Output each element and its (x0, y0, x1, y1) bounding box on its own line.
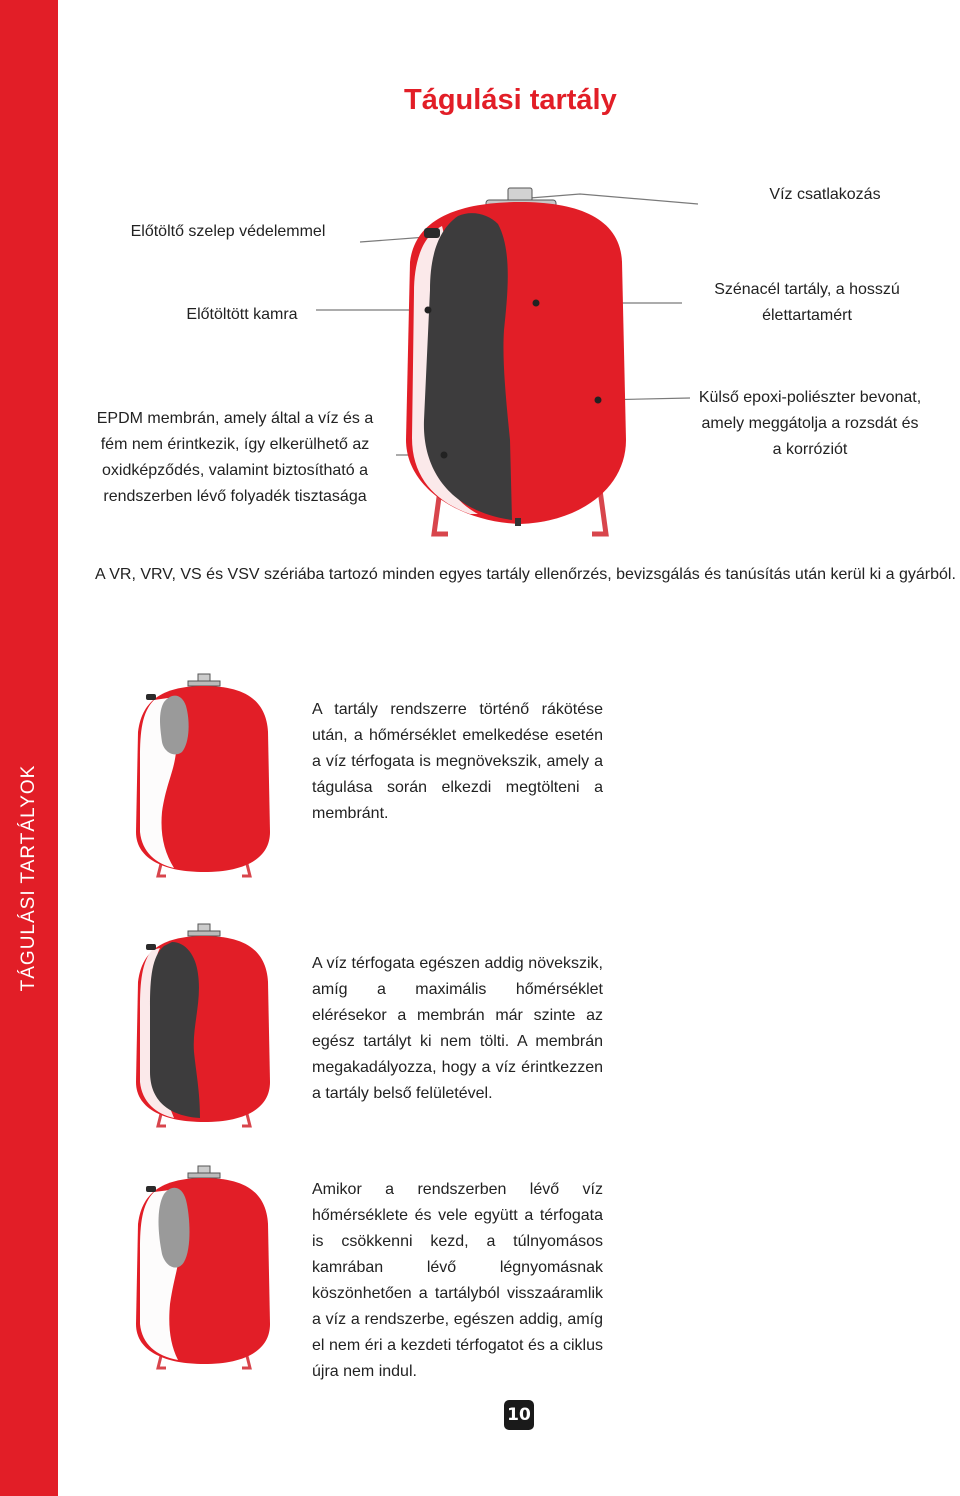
tank-stage-1 (130, 672, 280, 882)
side-label: TÁGULÁSI TARTÁLYOK (18, 764, 39, 992)
page-title: Tágulási tartály (404, 84, 617, 116)
paragraph-expansion: A tartály rendszerre történő rákötése után, a hőmérséklet emelkedése esetén a víz térfogata is megnövekszik, amely a tágulása során elkezdi megtölteni a membránt. (312, 701, 603, 822)
label-precharge-valve: Előtöltő szelep védelemmel (130, 223, 326, 240)
label-precharged-chamber: Előtöltött kamra (186, 306, 298, 323)
page-number: 10 (504, 1400, 534, 1430)
paragraph-return: Amikor a rendszerben lévő víz hőmérséklete és vele együtt a térfogata is csökkenni kezd, a túlnyomásos kamrában lévő légnyomásnak köszönhetően a tartályból visszaáramlik a víz a rendszerbe, egészen addig, amíg el nem éri a kezdeti térfogatot és a ciklus újra nem indul. (312, 1181, 603, 1380)
label-water-connection: Víz csatlakozás (769, 186, 881, 203)
label-epoxy-coating: Külső epoxi-poliészter bevonat, amely meggátolja a rozsdát és a korróziót (698, 389, 922, 458)
tank-stage-3 (130, 1164, 280, 1374)
paragraph-maximum: A víz térfogata egészen addig növekszik, amíg a maximális hőmérséklet elérésekor a membrán már szinte az egész tartályt ki nem tölti. A membrán megakadályozza, hogy a víz érintkezzen a tartály belső felületével. (312, 955, 603, 1102)
label-carbon-steel: Szénacél tartály, a hosszú élettartamért (714, 281, 900, 324)
precharge-valve (424, 228, 440, 238)
membrane (424, 213, 512, 520)
factory-caption: A VR, VRV, VS és VSV szériába tartozó minden egyes tartály ellenőrzés, bevizsgálás és tanúsítás után kerül ki a gyárból. (95, 566, 956, 583)
label-epdm-membrane: EPDM membrán, amely által a víz és a fém nem érintkezik, így elkerülhető az oxidképződés, valamint biztosítható a rendszerben lévő folyadék tisztasága (96, 410, 374, 505)
tank-stage-2 (130, 922, 280, 1132)
